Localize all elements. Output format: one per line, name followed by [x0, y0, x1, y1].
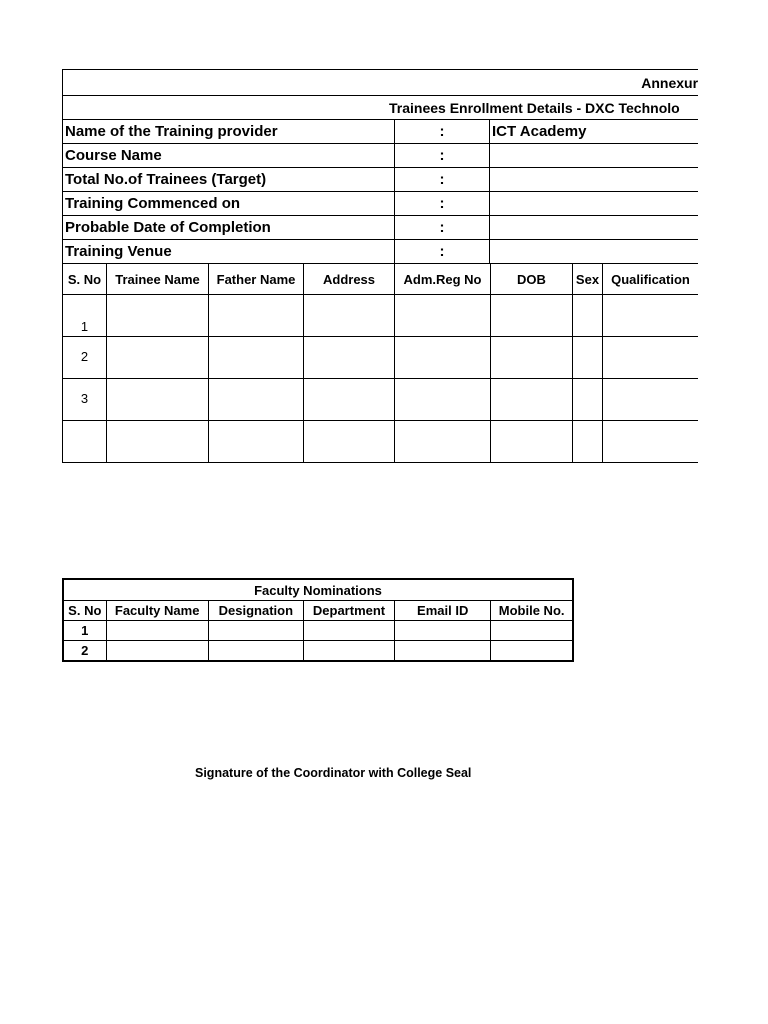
info-label: Training Commenced on: [63, 192, 395, 216]
adm-reg-cell[interactable]: [395, 421, 491, 463]
table-row: [63, 421, 699, 463]
row-number: 3: [63, 379, 107, 421]
info-label: Probable Date of Completion: [63, 216, 395, 240]
info-colon: :: [439, 171, 445, 188]
table-row: [63, 641, 573, 662]
column-header: Designation: [208, 601, 303, 621]
info-label: Name of the Training provider: [63, 120, 395, 144]
designation-cell[interactable]: [208, 621, 303, 641]
column-header: Mobile No.: [491, 601, 573, 621]
column-header: Trainee Name: [107, 264, 209, 295]
adm-reg-cell[interactable]: [395, 379, 491, 421]
dob-cell[interactable]: [491, 379, 573, 421]
info-row: [63, 192, 699, 216]
address-cell[interactable]: [304, 295, 395, 337]
sheet-title: Trainees Enrollment Details - DXC Technolo: [63, 96, 699, 120]
address-cell[interactable]: [304, 421, 395, 463]
adm-reg-cell[interactable]: [395, 337, 491, 379]
father-name-cell[interactable]: [209, 337, 304, 379]
info-row: [63, 120, 699, 144]
qualification-cell[interactable]: [603, 337, 699, 379]
qualification-cell[interactable]: [603, 421, 699, 463]
column-header: Adm.Reg No: [395, 264, 491, 295]
signature-label: Signature of the Coordinator with College Seal: [195, 766, 472, 780]
info-row: [63, 144, 699, 168]
info-row: [63, 240, 699, 264]
info-label: Course Name: [63, 144, 395, 168]
department-cell[interactable]: [303, 621, 394, 641]
column-header: Faculty Name: [106, 601, 208, 621]
annexure-row: [63, 70, 699, 96]
column-header: Qualification: [603, 264, 699, 295]
row-number: 2: [63, 337, 107, 379]
column-header: DOB: [491, 264, 573, 295]
email-cell[interactable]: [395, 641, 491, 662]
annexure-label: Annexur: [63, 70, 699, 96]
dob-cell[interactable]: [491, 421, 573, 463]
info-colon: :: [439, 195, 445, 212]
info-colon: :: [439, 147, 445, 164]
father-name-cell[interactable]: [209, 421, 304, 463]
sex-cell[interactable]: [573, 337, 603, 379]
designation-cell[interactable]: [208, 641, 303, 662]
venue-value[interactable]: [490, 240, 699, 263]
info-label: Training Venue: [63, 240, 395, 264]
faculty-name-cell[interactable]: [106, 621, 208, 641]
faculty-header-row: [63, 601, 573, 621]
mobile-cell[interactable]: [491, 641, 573, 662]
table-row: [63, 337, 699, 379]
faculty-name-cell[interactable]: [106, 641, 208, 662]
column-header: Father Name: [209, 264, 304, 295]
faculty-nominations-table: [62, 578, 574, 662]
table-row: [63, 621, 573, 641]
sex-cell[interactable]: [573, 379, 603, 421]
row-number: 1: [63, 295, 107, 337]
info-row: [63, 168, 699, 192]
course-name-value[interactable]: [490, 144, 699, 167]
training-provider-value[interactable]: ICT Academy: [490, 120, 699, 143]
department-cell[interactable]: [303, 641, 394, 662]
trainee-name-cell[interactable]: [107, 337, 209, 379]
trainee-name-cell[interactable]: [107, 295, 209, 337]
info-colon: :: [439, 123, 445, 140]
commenced-on-value[interactable]: [490, 192, 699, 215]
title-row: [63, 96, 699, 120]
column-header: Address: [304, 264, 395, 295]
column-header: Department: [303, 601, 394, 621]
father-name-cell[interactable]: [209, 295, 304, 337]
column-header: Email ID: [395, 601, 491, 621]
enrollment-form: [62, 69, 698, 463]
sex-cell[interactable]: [573, 421, 603, 463]
faculty-title-row: [63, 579, 573, 601]
info-label: Total No.of Trainees (Target): [63, 168, 395, 192]
adm-reg-cell[interactable]: [395, 295, 491, 337]
sex-cell[interactable]: [573, 295, 603, 337]
info-colon: :: [439, 243, 445, 260]
column-header: S. No: [63, 264, 107, 295]
mobile-cell[interactable]: [491, 621, 573, 641]
address-cell[interactable]: [304, 337, 395, 379]
info-colon: :: [439, 219, 445, 236]
enrollment-table: [62, 69, 698, 463]
row-number: 1: [63, 621, 106, 641]
completion-date-value[interactable]: [490, 216, 699, 239]
email-cell[interactable]: [395, 621, 491, 641]
column-header: Sex: [573, 264, 603, 295]
dob-cell[interactable]: [491, 295, 573, 337]
address-cell[interactable]: [304, 379, 395, 421]
faculty-title: Faculty Nominations: [63, 579, 573, 601]
table-row: [63, 295, 699, 337]
qualification-cell[interactable]: [603, 379, 699, 421]
info-row: [63, 216, 699, 240]
row-number: 2: [63, 641, 106, 662]
trainee-name-cell[interactable]: [107, 421, 209, 463]
column-header: S. No: [63, 601, 106, 621]
row-number: [63, 421, 107, 463]
dob-cell[interactable]: [491, 337, 573, 379]
father-name-cell[interactable]: [209, 379, 304, 421]
trainee-target-value[interactable]: [490, 168, 699, 191]
trainee-header-row: [63, 264, 699, 295]
table-row: [63, 379, 699, 421]
trainee-name-cell[interactable]: [107, 379, 209, 421]
qualification-cell[interactable]: [603, 295, 699, 337]
